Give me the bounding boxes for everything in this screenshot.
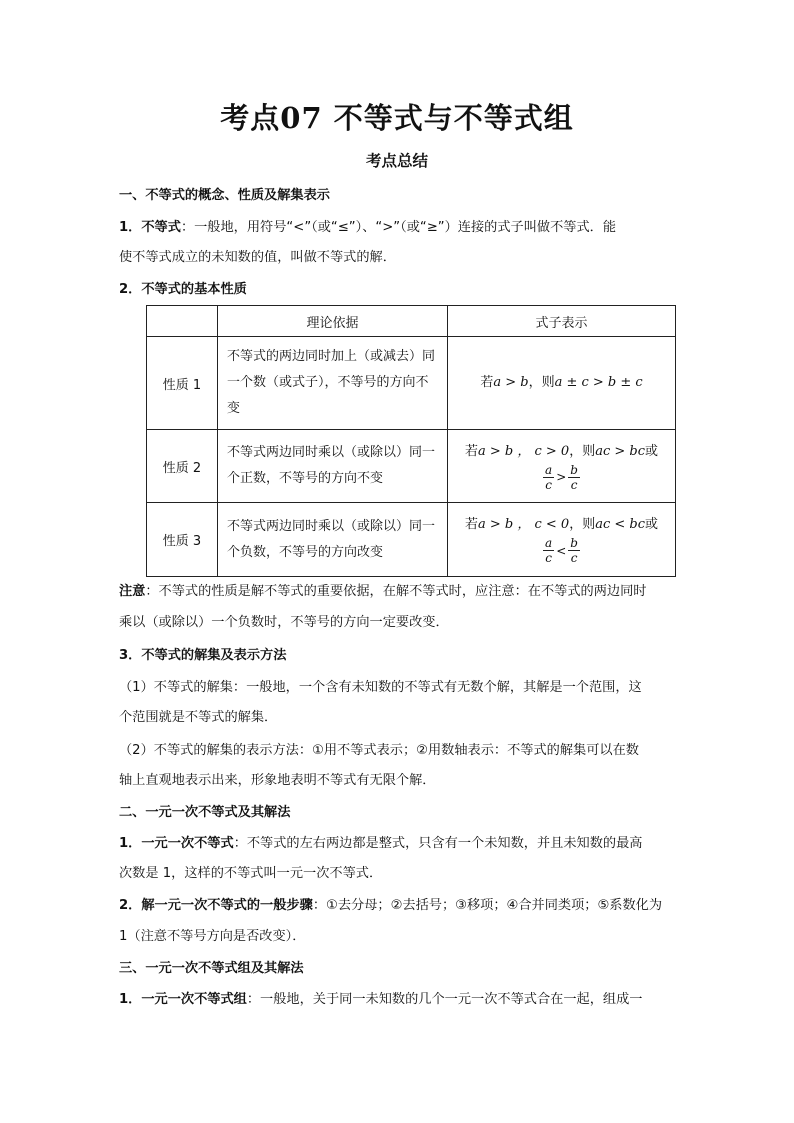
s1-p3b-line1: （2）不等式的解集的表示方法：①用不等式表示；②用数轴表示：不等式的解集可以在数 [119,743,639,758]
fraction-denominator: c [570,551,578,565]
expr-math: a > b [493,375,529,390]
fraction-relation: < [556,543,567,558]
property-expression [448,337,676,430]
expr-line [448,441,675,463]
page-title: 考点07 不等式与不等式组 [220,101,574,135]
s1-p3b-line2: 轴上直观地表示出来，形象地表明不等式有无限个解． [119,773,436,788]
expr-prefix: 若 [480,375,494,390]
note-text: ：不等式的性质是解不等式的重要依据，在解不等式时，应注意：在不等式的两边同时 [145,584,647,599]
fraction-denominator: c [545,477,552,492]
property-expression [448,503,676,577]
header-theory: 理论依据 [218,306,448,337]
s2-p2-label: 2．解一元一次不等式的一般步骤 [119,898,313,913]
s3-p1-label: 1．一元一次不等式组 [119,992,247,1007]
property-name: 性质 1 [147,337,218,430]
properties-table [146,305,676,577]
s1-p2-heading: 2．不等式的基本性质 [119,282,247,297]
fraction-right [568,536,580,565]
note-label: 注意 [119,584,146,599]
header-expression: 式子表示 [448,306,676,337]
s2-p2-line2: 1（注意不等号方向是否改变）． [119,929,306,944]
section-1-heading: 一、不等式的概念、性质及解集表示 [119,188,330,203]
expr-math-result: ac > bc [595,443,646,459]
fraction-left [543,536,554,565]
table-row [147,337,676,430]
note-line2: 乘以（或除以）一个负数时，不等号的方向一定要改变． [119,615,449,630]
expr-or: 或 [645,443,659,459]
expr-fraction-line [448,463,675,492]
expr-mid: ，则 [569,517,596,532]
table-header-row [147,306,676,337]
s2-p2-line1 [119,896,679,916]
s3-p1-line1 [119,990,679,1010]
fraction-denominator: c [545,551,552,565]
note-line1 [119,582,679,602]
fraction-numerator: a [545,462,553,477]
expr-fraction-line [448,536,675,565]
s1-p1-line1 [119,218,679,238]
fraction-numerator: b [570,462,578,477]
s1-p1-label: 1．不等式 [119,220,181,235]
s2-p2-text: ：①去分母；②去括号；③移项；④合并同类项；⑤系数化为 [312,898,663,913]
fraction-right [568,463,580,492]
property-theory: 不等式两边同时乘以（或除以）同一个负数，不等号的方向改变 [218,503,448,577]
expr-prefix: 若 [464,517,478,532]
expr-mid: ，则 [528,375,555,390]
fraction-denominator: c [570,477,578,492]
s2-p1-text: ：不等式的左右两边都是整式，只含有一个未知数，并且未知数的最高 [233,836,643,851]
table-row [147,430,676,503]
property-name: 性质 2 [147,430,218,503]
expr-math: a > b ， c < 0 [477,517,570,532]
property-name: 性质 3 [147,503,218,577]
s1-p1-text: ：一般地，用符号“<”（或“≤”）、“>”（或“≥”）连接的式子叫做不等式．能 [180,220,617,235]
s1-p3a-line1: （1）不等式的解集：一般地，一个含有未知数的不等式有无数个解，其解是一个范围，这 [119,680,642,695]
s2-p1-label: 1．一元一次不等式 [119,836,234,851]
expr-or: 或 [645,517,659,532]
s1-p1-line2: 使不等式成立的未知数的值，叫做不等式的解． [119,250,396,265]
expr-line [448,514,675,536]
section-2-heading: 二、一元一次不等式及其解法 [119,805,291,820]
property-theory: 不等式两边同时乘以（或除以）同一个正数，不等号的方向不变 [218,430,448,503]
expr-math: a > b ， c > 0 [477,443,570,459]
fraction-numerator: a [545,536,553,550]
s2-p1-line2: 次数是 1，这样的不等式叫一元一次不等式． [119,866,383,881]
s2-p1-line1 [119,834,679,854]
s1-p3a-line2: 个范围就是不等式的解集． [119,710,278,725]
s3-p1-text: ：一般地，关于同一未知数的几个一元一次不等式合在一起，组成一 [246,992,643,1007]
page-subtitle: 考点总结 [365,152,428,170]
property-theory: 不等式的两边同时加上（或减去）同一个数（或式子），不等号的方向不变 [218,337,448,430]
expr-math-result: ac < bc [595,517,646,532]
header-blank [147,306,218,337]
property-expression [448,430,676,503]
section-3-heading: 三、一元一次不等式组及其解法 [119,961,304,976]
table-row [147,503,676,577]
fraction-left [543,463,554,492]
fraction-numerator: b [570,536,578,550]
s1-p3-heading: 3．不等式的解集及表示方法 [119,648,287,663]
expr-prefix: 若 [464,443,478,459]
expr-math-result: a ± c > b ± c [554,375,643,390]
expr-mid: ，则 [569,443,596,459]
fraction-relation: > [556,470,567,484]
